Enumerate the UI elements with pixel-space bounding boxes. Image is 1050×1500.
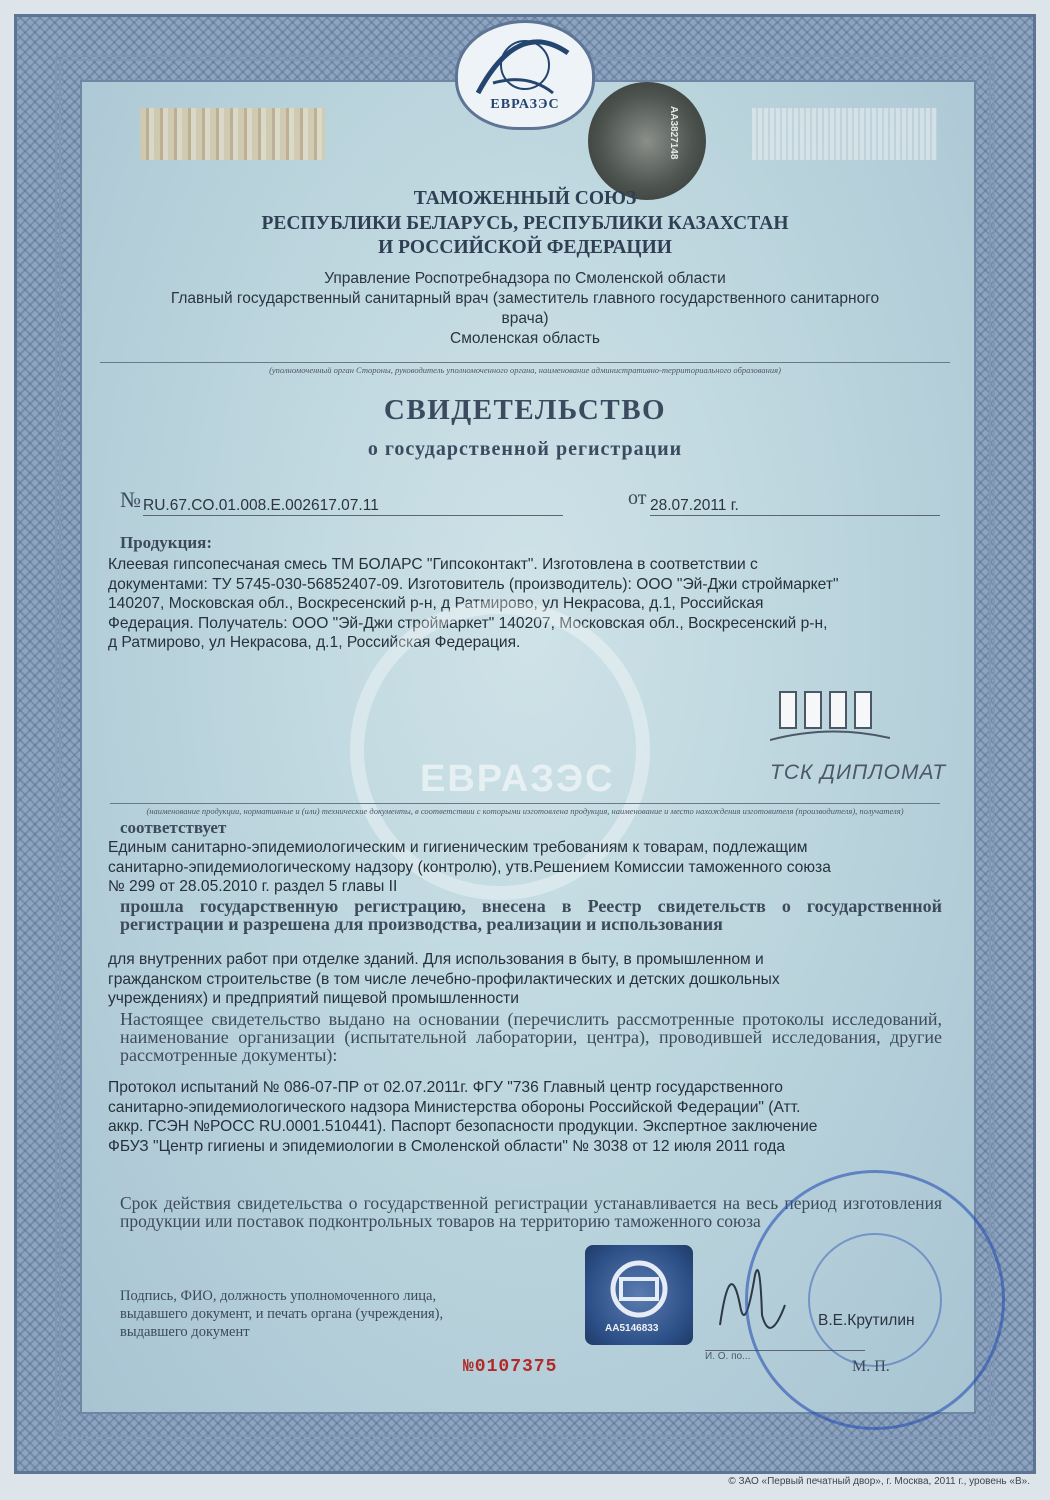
product-line: Клеевая гипсопесчаная смесь ТМ БОЛАРС "Гипсоконтакт". Изготовлена в соответствии с (108, 556, 758, 573)
document-subtitle: о государственной регистрации (367, 438, 683, 460)
hologram-seal-icon (588, 82, 706, 200)
watermark-label: ЕВРАЗЭС (420, 758, 615, 800)
product-line: д Ратмирово, ул Некрасова, д.1, Российская Федерация. (108, 634, 521, 651)
blank-serial-number: №0107375 (463, 1357, 558, 1377)
authority-caption: (уполномоченный орган Стороны, руководитель уполномоченного органа, наименование административно-территориального образования) (100, 362, 950, 375)
conformity-line: санитарно-эпидемиологическому надзору (контролю), утв.Решением Комиссии таможенного союза (108, 858, 831, 876)
conformity-line: № 299 от 28.05.2010 г. раздел 5 главы II (108, 878, 398, 895)
seal-number: AA3827148 (668, 106, 679, 160)
conformity-text (108, 838, 968, 897)
product-line: Федерация. Получатель: ООО "Эй-Джи строймаркет" 140207, Московская обл., Воскресенский р-н, (108, 614, 828, 632)
printer-footer: © ЗАО «Первый печатный двор», г. Москва, 2011 г., уровень «В». (728, 1476, 1030, 1487)
signature-caption-line: выдавшего документ (120, 1324, 250, 1340)
registration-statement: прошла государственную регистрацию, внесена в Реестр свидетельств о государственной регистрации и разрешена для производства, реализации и использования (120, 896, 942, 934)
product-line: 140207, Московская обл., Воскресенский р-н, д Ратмирово, ул Некрасова, д.1, Российская (108, 595, 764, 612)
basis-statement: Настоящее свидетельство выдано на основании (перечислить рассмотренные протоколы исследований, наименование организации (испытательной лаборатории, центра), проводившей исследования, другие рассмотренные документы): (120, 1009, 942, 1065)
basis-text (108, 1078, 958, 1156)
tsk-diplomat-logo-icon (770, 688, 890, 748)
stamp-mark-label: М. П. (852, 1358, 890, 1375)
security-hologram-strip (140, 108, 325, 160)
conformity-line: Единым санитарно-эпидемиологическим и гигиеническим требованиям к товарам, подлежащим (108, 839, 808, 856)
basis-line: санитарно-эпидемиологического надзора Министерства обороны Российской Федерации" (Атт. (108, 1098, 801, 1116)
validity-statement: Срок действия свидетельства о государственной регистрации устанавливается на весь период изготовления продукции или поставок подконтрольных товаров на территорию таможенного союза (120, 1193, 942, 1231)
security-strip-right (752, 108, 937, 160)
registration-number: RU.67.CO.01.008.E.002617.07.11 (143, 497, 563, 516)
product-line: документами: ТУ 5745-030-56852407-09. Изготовитель (производитель): ООО "Эй-Джи строймаркет" (108, 575, 839, 593)
authority-position: Главный государственный санитарный врач (заместитель главного государственного санитарного (170, 290, 880, 307)
header-line-1: ТАМОЖЕННЫЙ СОЮЗ (413, 188, 637, 209)
signer-name: В.Е.Крутилин (818, 1312, 915, 1329)
header-line-2: РЕСПУБЛИКИ БЕЛАРУСЬ, РЕСПУБЛИКИ КАЗАХСТАН (261, 213, 789, 234)
usage-line: учреждениях) и предприятий пищевой промышленности (108, 990, 519, 1007)
authority-region: Смоленская область (450, 330, 600, 347)
conformity-label: соответствует (120, 818, 227, 837)
authority-org: Управление Роспотребнадзора по Смоленской области (324, 270, 726, 287)
date-label: от (628, 487, 647, 509)
product-caption: (наименование продукции, нормативные и (или) технические документы, в соответствии с которыми изготовлена продукция, наименование и место нахождения изготовителя (производителя), получателя) (110, 803, 940, 816)
header-line-3: И РОССИЙСКОЙ ФЕДЕРАЦИИ (378, 237, 672, 258)
product-label: Продукция: (120, 533, 213, 552)
basis-line: аккр. ГСЭН №РОСС RU.0001.510441). Паспорт безопасности продукции. Экспертное заключение (108, 1118, 818, 1135)
signature-caption-line: выдавшего документ, и печать органа (учреждения), (120, 1306, 444, 1322)
number-label: № (120, 487, 141, 512)
hologram-number: AA5146833 (605, 1323, 659, 1334)
usage-line: для внутренних работ при отделке зданий. Для использования в быту, в промышленном и (108, 951, 764, 968)
tsk-diplomat-label: ТСК ДИПЛОМАТ (770, 761, 947, 784)
usage-line: гражданском строительстве (в том числе лечебно-профилактических и детских дошкольных (108, 970, 780, 988)
evrazes-emblem (455, 20, 595, 130)
basis-line: ФБУЗ "Центр гигиены и эпидемиологии в Смоленской области" № 3038 от 12 июля 2011 года (108, 1137, 786, 1155)
authority-position-cont: врача) (501, 310, 549, 327)
document-title: СВИДЕТЕЛЬСТВО (383, 394, 667, 426)
registration-date: 28.07.2011 г. (650, 497, 940, 516)
usage-text (108, 950, 948, 1009)
hologram-sticker-icon (585, 1245, 693, 1345)
io-caption: И. О. по... (705, 1350, 865, 1362)
signature-caption (120, 1287, 443, 1341)
signature-caption-line: Подпись, ФИО, должность уполномоченного лица, (120, 1288, 437, 1304)
basis-line: Протокол испытаний № 086-07-ПР от 02.07.2011г. ФГУ "736 Главный центр государственного (108, 1079, 783, 1096)
stamp-emblem-icon (808, 1233, 942, 1367)
emblem-label: ЕВРАЗЭС (490, 97, 560, 112)
